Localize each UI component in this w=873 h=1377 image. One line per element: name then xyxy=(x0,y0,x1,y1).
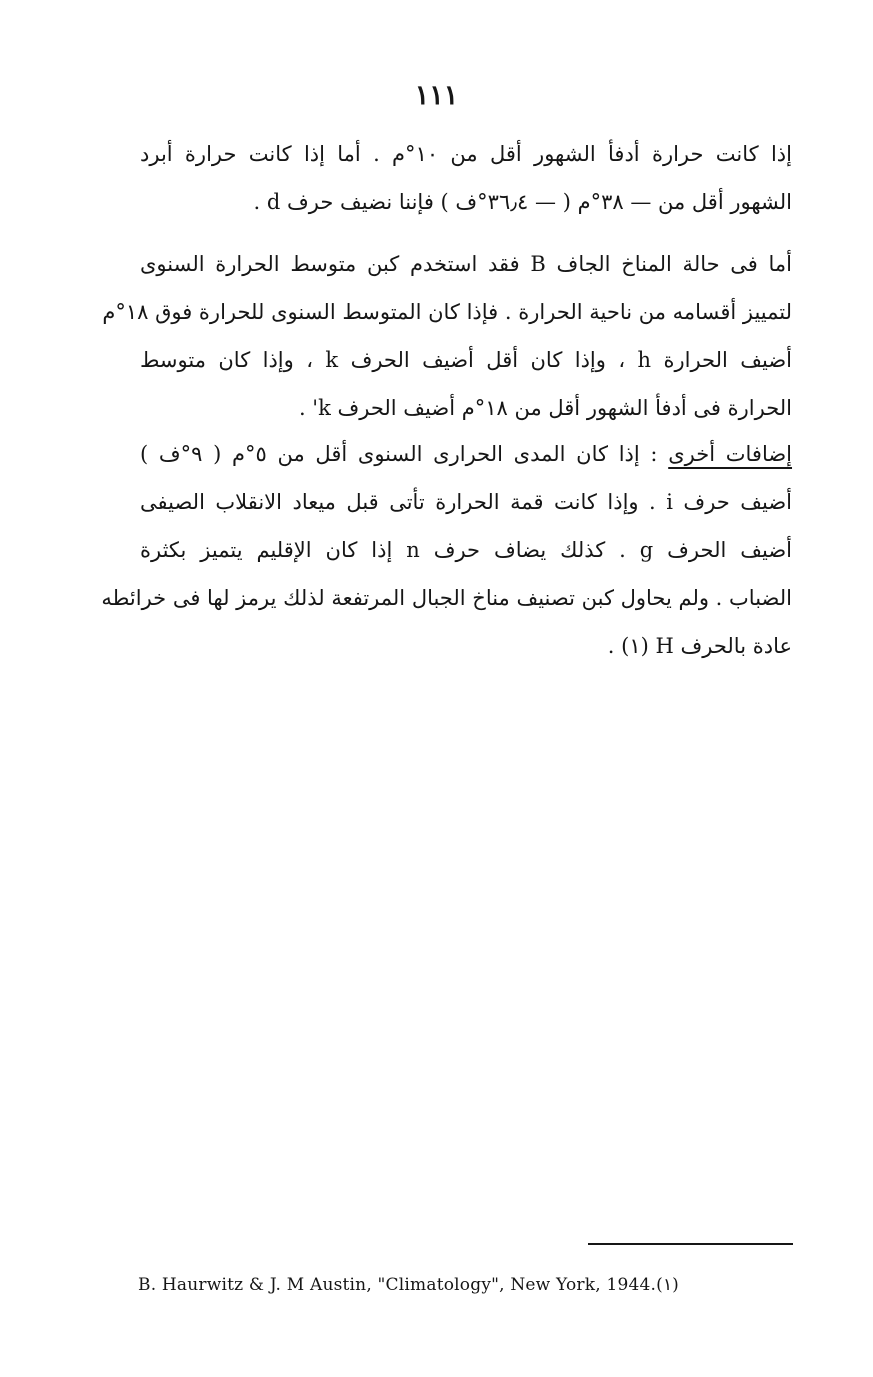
paragraph-dry-climate xyxy=(102,240,793,432)
paragraph-line: لتمييز أقسامه من ناحية الحرارة . فإذا كان المتوسط السنوى للحرارة فوق ١٨°م xyxy=(102,300,792,324)
paragraph-first-line xyxy=(140,430,792,478)
paragraph-line: أما فى حالة المناخ الجاف B فقد استخدم كبن متوسط الحرارة السنوى xyxy=(140,252,793,276)
paragraph-line: أضيف حرف i . وإذا كانت قمة الحرارة تأتى قبل ميعاد الانقلاب الصيفى xyxy=(140,490,792,514)
paragraph-line: الحرارة فى أدفأ الشهور أقل من ١٨°م أضيف الحرف k' . xyxy=(298,396,792,420)
footnote-divider xyxy=(588,1243,793,1245)
section-heading: إضافات أخرى xyxy=(668,442,793,466)
paragraph-line: الضباب . ولم يحاول كبن تصنيف مناخ الجبال المرتفعة لذلك يرمز لها فى خرائطه xyxy=(101,586,792,610)
paragraph-line: إذا كانت حرارة أدفأ الشهور أقل من ١٠°م . أما إذا كانت حرارة أبرد xyxy=(140,142,792,166)
paragraph-line: الشهور أقل من — ٣٨°م ( — ٣٦٫٤°ف ) فإننا نضيف حرف d . xyxy=(253,190,792,214)
paragraph-tundra-polar xyxy=(140,130,792,226)
paragraph-other-additions xyxy=(101,430,793,670)
page-number: ١١١ xyxy=(414,80,459,111)
footnote-citation: B. Haurwitz & J. M Austin, "Climatology", New York, 1944.(١) xyxy=(138,1275,679,1295)
paragraph-line: عادة بالحرف H (١) . xyxy=(607,634,792,658)
paragraph-line: أضيف الحرارة h ، وإذا كان أقل أضيف الحرف k ، وإذا كان متوسط xyxy=(140,348,793,372)
paragraph-line: أضيف الحرف g . كذلك يضاف حرف n إذا كان الإقليم يتميز بكثرة xyxy=(140,538,792,562)
paragraph-line-rest: : إذا كان المدى الحرارى السنوى أقل من ٥°م ( ٩°ف ) xyxy=(140,442,658,466)
